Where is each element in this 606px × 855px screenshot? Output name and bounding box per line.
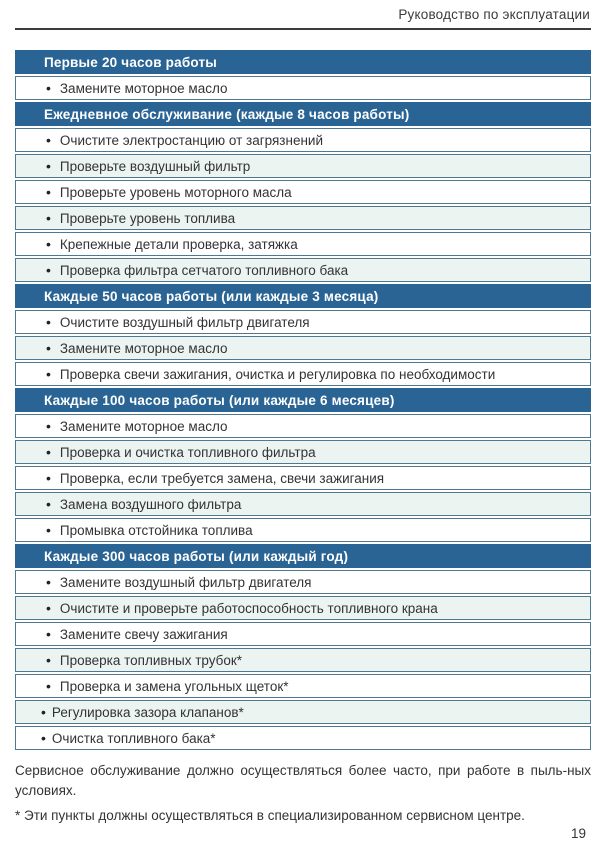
footnote: * Эти пункты должны осуществляться в специализированном сервисном центре.	[15, 808, 525, 823]
bullet-icon: •	[46, 340, 51, 356]
task-label: Очистите воздушный фильтр двигателя	[59, 314, 310, 330]
task-label: Замените воздушный фильтр двигателя	[59, 574, 312, 590]
task-row	[15, 232, 591, 256]
task-row	[15, 440, 591, 464]
running-head: Руководство по эксплуатации	[398, 7, 590, 22]
task-label: Замените свечу зажигания	[59, 626, 228, 642]
task-row	[15, 622, 591, 646]
bullet-icon: •	[46, 132, 51, 148]
bullet-icon: •	[46, 470, 51, 486]
section-header: Первые 20 часов работы	[15, 50, 591, 74]
task-row	[15, 674, 591, 698]
notes-block	[15, 761, 591, 826]
section-header: Ежедневное обслуживание (каждые 8 часов работы)	[15, 102, 591, 126]
service-note: Сервисное обслуживание должно осуществляться более часто, при работе в пыль-ных условиях.	[15, 763, 591, 798]
section-header: Каждые 300 часов работы (или каждый год)	[15, 544, 591, 568]
task-row	[15, 154, 591, 178]
task-label: Замена воздушного фильтра	[59, 496, 242, 512]
task-row	[15, 206, 591, 230]
bullet-icon: •	[46, 444, 51, 460]
task-label: Замените моторное масло	[59, 340, 228, 356]
task-row	[15, 492, 591, 516]
bullet-icon: •	[41, 704, 46, 720]
task-label: Промывка отстойника топлива	[59, 522, 253, 538]
task-row	[15, 362, 591, 386]
bullet-icon: •	[46, 80, 51, 96]
task-label: Замените моторное масло	[59, 80, 228, 96]
task-label: Регулировка зазора клапанов*	[51, 704, 244, 720]
bullet-icon: •	[46, 626, 51, 642]
bullet-icon: •	[46, 210, 51, 226]
bullet-icon: •	[46, 678, 51, 694]
task-row	[15, 336, 591, 360]
section-header: Каждые 50 часов работы (или каждые 3 месяца)	[15, 284, 591, 308]
bullet-icon: •	[46, 184, 51, 200]
task-label: Очистите электростанцию от загрязнений	[59, 132, 323, 148]
task-label: Проверка фильтра сетчатого топливного бака	[59, 262, 349, 278]
bullet-icon: •	[46, 262, 51, 278]
task-row	[15, 414, 591, 438]
task-row	[15, 258, 591, 282]
bullet-icon: •	[46, 600, 51, 616]
task-row	[15, 518, 591, 542]
task-row	[15, 310, 591, 334]
bullet-icon: •	[46, 236, 51, 252]
header-rule	[15, 28, 591, 30]
bullet-icon: •	[46, 522, 51, 538]
task-label: Крепежные детали проверка, затяжка	[59, 236, 298, 252]
task-label: Проверка и замена угольных щеток*	[59, 678, 289, 694]
bullet-icon: •	[46, 574, 51, 590]
maintenance-schedule-table	[15, 50, 591, 750]
task-row	[15, 648, 591, 672]
task-row	[15, 596, 591, 620]
task-label: Проверка свечи зажигания, очистка и регулировка по необходимости	[59, 366, 496, 382]
bullet-icon: •	[46, 418, 51, 434]
task-label: Проверьте уровень моторного масла	[59, 184, 292, 200]
task-label: Проверка и очистка топливного фильтра	[59, 444, 316, 460]
task-label: Очистите и проверьте работоспособность топливного крана	[59, 600, 438, 616]
task-row	[15, 180, 591, 204]
bullet-icon: •	[46, 366, 51, 382]
bullet-icon: •	[46, 158, 51, 174]
task-row	[15, 726, 591, 750]
section-header: Каждые 100 часов работы (или каждые 6 месяцев)	[15, 388, 591, 412]
task-row	[15, 76, 591, 100]
task-label: Проверьте уровень топлива	[59, 210, 236, 226]
bullet-icon: •	[46, 652, 51, 668]
task-row	[15, 128, 591, 152]
task-row	[15, 466, 591, 490]
task-label: Проверка, если требуется замена, свечи зажигания	[59, 470, 385, 486]
bullet-icon: •	[46, 496, 51, 512]
bullet-icon: •	[41, 730, 46, 746]
task-label: Очистка топливного бака*	[51, 730, 216, 746]
task-label: Проверка топливных трубок*	[59, 652, 243, 668]
task-row	[15, 570, 591, 594]
task-label: Проверьте воздушный фильтр	[59, 158, 251, 174]
task-label: Замените моторное масло	[59, 418, 228, 434]
task-row	[15, 700, 591, 724]
page-number: 19	[570, 826, 586, 841]
bullet-icon: •	[46, 314, 51, 330]
